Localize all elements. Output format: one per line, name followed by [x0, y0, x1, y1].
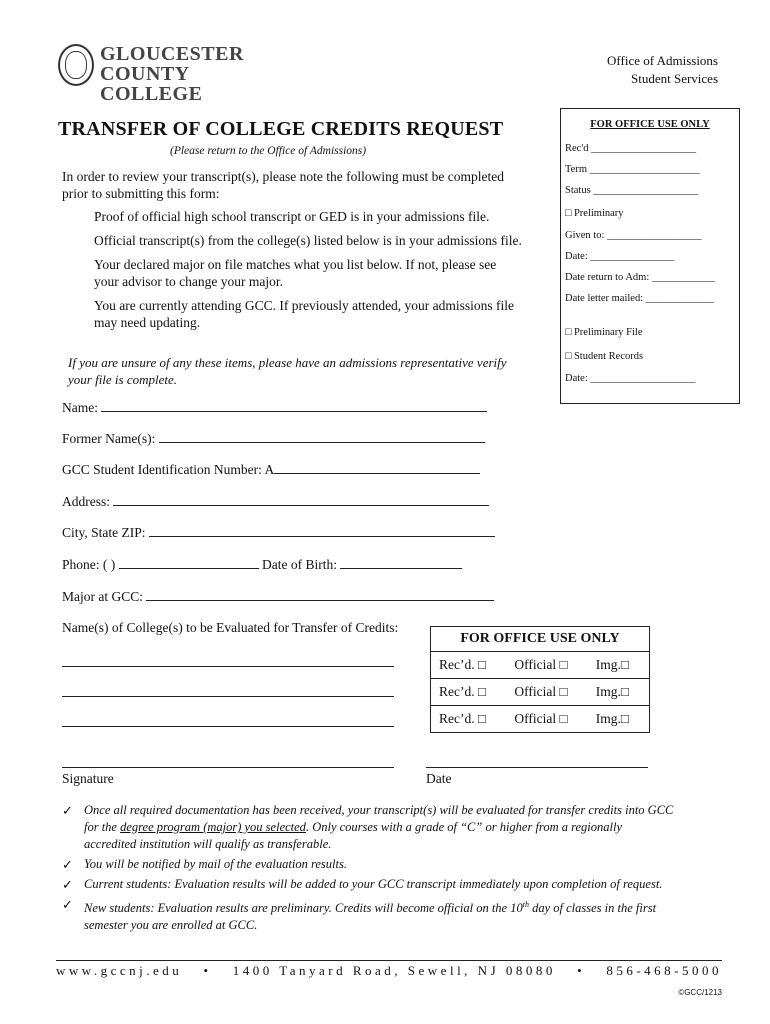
checkbox-icon[interactable]	[62, 297, 94, 331]
img-checkbox: Img.□	[595, 684, 630, 699]
college-seal-icon	[58, 44, 94, 86]
student-id-row	[62, 460, 480, 478]
phone-label: Phone: ( )	[62, 557, 116, 572]
form-subtitle: (Please return to the Office of Admissions)	[170, 145, 367, 157]
signature-input[interactable]	[62, 767, 394, 768]
footer-separator: •	[577, 963, 586, 978]
recd-checkbox: Rec’d. □	[439, 657, 487, 672]
date-input[interactable]	[426, 767, 648, 768]
date-label: Date	[426, 771, 452, 786]
intro-text: In order to review your transcript(s), please note the following must be completed prior to submitting this form:	[62, 169, 504, 201]
city-state-zip-label: City, State ZIP:	[62, 525, 146, 540]
checklist-item-text: Your declared major on file matches what you list below. If not, please see your advisor to change your major.	[94, 257, 497, 289]
footer-address: 1400 Tanyard Road, Sewell, NJ 08080	[232, 963, 556, 978]
office-preliminary-checkbox: □ Preliminary	[565, 208, 624, 219]
student-id-input[interactable]	[274, 460, 480, 474]
office-use-title: FOR OFFICE USE ONLY	[590, 119, 710, 130]
phone-dob-row	[62, 555, 462, 573]
office-date-mailed-field: Date letter mailed: _____________	[565, 293, 715, 304]
name-input[interactable]	[101, 398, 487, 412]
office-header-line-2: Student Services	[630, 71, 718, 86]
office-header	[607, 52, 718, 88]
verification-note: If you are unsure of any these items, please have an admissions representative verify your file is complete.	[68, 355, 507, 387]
form-code: ©GCC/1213	[678, 988, 722, 997]
logo-wordmark	[100, 44, 288, 104]
checkmark-icon: ✓	[62, 877, 73, 892]
note-text-3: Current students: Evaluation results will be added to your GCC transcript immediately upon completion of request.	[84, 877, 663, 891]
table-row	[431, 706, 650, 733]
city-state-zip-input[interactable]	[149, 523, 495, 537]
former-names-input[interactable]	[159, 429, 485, 443]
dob-label: Date of Birth:	[262, 557, 337, 572]
former-names-row	[62, 429, 485, 447]
office-term-field: Term _____________________	[565, 164, 700, 175]
checkbox-icon[interactable]	[62, 232, 94, 249]
process-notes	[62, 802, 676, 937]
checkmark-icon: ✓	[62, 857, 73, 872]
address-input[interactable]	[113, 492, 489, 506]
checklist-item	[62, 297, 522, 331]
office-date-field: Date: ________________	[565, 251, 675, 262]
img-checkbox: Img.□	[595, 711, 630, 726]
checklist-item	[62, 208, 522, 225]
college-input-2[interactable]	[62, 696, 394, 697]
table-row	[431, 652, 650, 679]
college-logo	[58, 43, 288, 105]
checklist-item-text: Official transcript(s) from the college(s) listed below is in your admissions file.	[94, 233, 522, 248]
office-student-records-checkbox: □ Student Records	[565, 351, 644, 362]
note-text-1: Once all required documentation has been received, your transcript(s) will be evaluated for transfer credits into GCC for the degree program (major) you selected. Only courses with a grade of “C” or higher from a regionally accredited institution will qualify as transferable.	[84, 803, 674, 851]
dob-input[interactable]	[340, 555, 462, 569]
table-row	[431, 679, 650, 706]
requirements-checklist	[62, 208, 522, 338]
recd-checkbox: Rec’d. □	[439, 711, 487, 726]
checklist-item-text: Proof of official high school transcript or GED is in your admissions file.	[94, 209, 490, 224]
major-label: Major at GCC:	[62, 589, 143, 604]
checklist-item	[62, 256, 522, 290]
office-header-line-1: Office of Admissions	[607, 53, 718, 68]
signature-label: Signature	[62, 771, 114, 786]
address-row	[62, 492, 489, 510]
footer-phone: 856-468-5000	[606, 963, 722, 978]
note-text-4: New students: Evaluation results are preliminary. Credits will become official on the 10th day of classes in the first semester you are enrolled at GCC.	[84, 900, 657, 933]
office-use-table-title: FOR OFFICE USE ONLY	[431, 627, 650, 652]
name-label: Name:	[62, 400, 98, 415]
office-given-to-field: Given to: __________________	[565, 230, 702, 241]
official-checkbox: Official □	[514, 657, 568, 672]
list-item	[62, 856, 676, 873]
list-item	[62, 876, 676, 893]
college-input-1[interactable]	[62, 666, 394, 667]
office-status-field: Status ____________________	[565, 185, 699, 196]
address-label: Address:	[62, 494, 110, 509]
footer-separator: •	[203, 963, 212, 978]
city-state-zip-row	[62, 523, 495, 541]
student-id-label: GCC Student Identification Number: A	[62, 462, 275, 477]
office-date-field-2: Date: ____________________	[565, 373, 696, 384]
office-use-table	[430, 626, 650, 733]
official-checkbox: Official □	[514, 711, 568, 726]
colleges-label: Name(s) of College(s) to be Evaluated for Transfer of Credits:	[62, 620, 399, 635]
logo-line-1: GLOUCESTER	[100, 43, 244, 65]
office-use-box	[560, 108, 740, 404]
checkbox-icon[interactable]	[62, 256, 94, 290]
office-preliminary-file-checkbox: □ Preliminary File	[565, 327, 643, 338]
name-row	[62, 398, 487, 416]
office-recd-field: Rec'd ____________________	[565, 143, 697, 154]
note-text-2: You will be notified by mail of the evaluation results.	[84, 857, 347, 871]
official-checkbox: Official □	[514, 684, 568, 699]
footer-divider	[56, 960, 722, 961]
img-checkbox: Img.□	[595, 657, 630, 672]
major-input[interactable]	[146, 587, 494, 601]
list-item	[62, 802, 676, 853]
list-item	[62, 896, 676, 934]
former-names-label: Former Name(s):	[62, 431, 156, 446]
checklist-item	[62, 232, 522, 249]
major-row	[62, 587, 494, 605]
footer	[56, 963, 722, 979]
office-date-return-field: Date return to Adm: ____________	[565, 272, 715, 283]
checkmark-icon: ✓	[62, 897, 73, 912]
checklist-item-text: You are currently attending GCC. If previously attended, your admissions file may need updating.	[94, 298, 515, 330]
logo-line-2: COUNTY COLLEGE	[100, 63, 203, 105]
footer-website: www.gccnj.edu	[56, 963, 183, 978]
checkmark-icon: ✓	[62, 803, 73, 818]
checkbox-icon[interactable]	[62, 208, 94, 225]
college-input-3[interactable]	[62, 726, 394, 727]
phone-input[interactable]	[119, 555, 259, 569]
recd-checkbox: Rec’d. □	[439, 684, 487, 699]
form-title: TRANSFER OF COLLEGE CREDITS REQUEST	[58, 118, 504, 140]
